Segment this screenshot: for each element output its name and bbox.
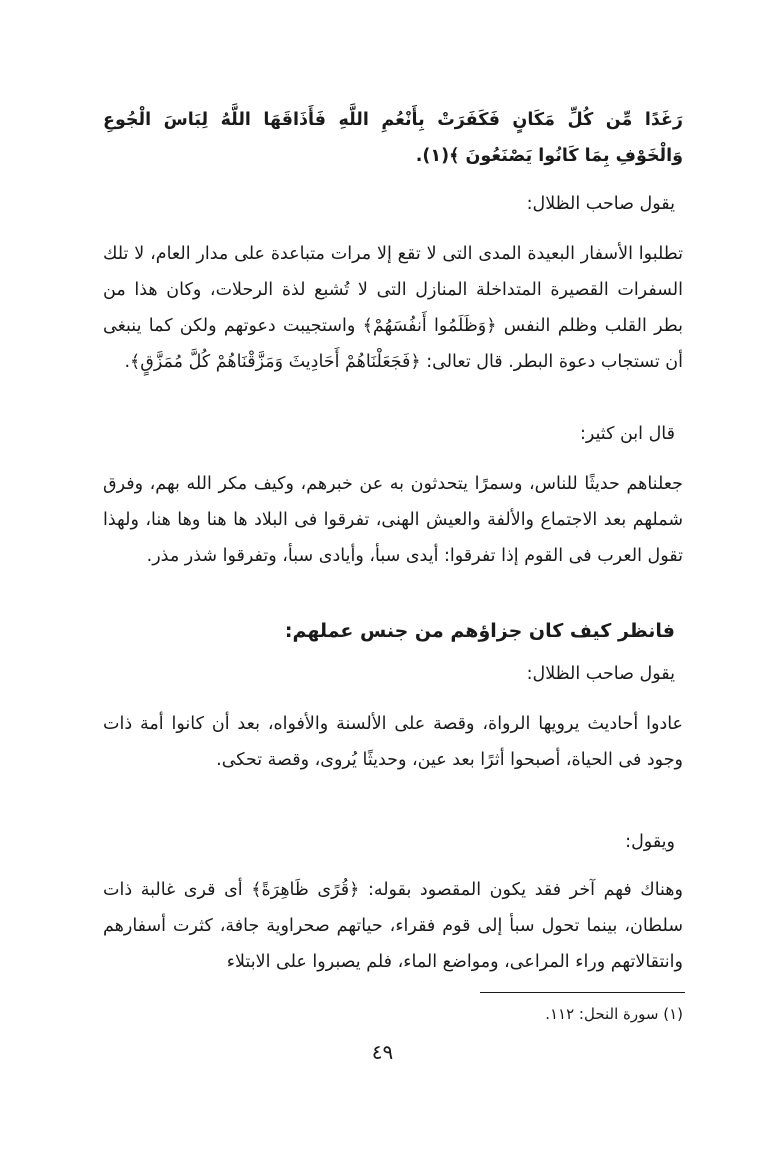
footnote-separator: [480, 992, 685, 993]
section-heading: فانظر كيف كان جزاؤهم من جنس عملهم:: [284, 620, 675, 642]
page-number: ٤٩: [371, 1040, 394, 1064]
paragraph-dhilal-2: عادوا أحاديث يرويها الرواة، وقصة على الألسنة والأفواه، بعد أن كانوا أمة ذات وجود فى الحياة، أصبحوا أثرًا بعد عين، وحديثًا يُروى، وقصة تحكى.: [103, 714, 683, 770]
paragraph-dhilal-3: وهناك فهم آخر فقد يكون المقصود بقوله: ﴿قُرًى ظَاهِرَةً﴾ أى قرى غالبة ذات سلطان، بينما تحول سبأ إلى قوم فقراء، حياتهم صحراوية جافة، كثرت أسفارهم وانتقالاتهم وراء المراعى، ومواضع الماء، فلم يصبروا على الابتلاء: [103, 880, 683, 972]
quran-verse-continuation: رَغَدًا مِّن كُلِّ مَكَانٍ فَكَفَرَتْ بِأَنْعُمِ اللَّهِ فَأَذَاقَهَا اللَّهُ لِبَاسَ الْجُوعِ وَالْخَوْفِ بِمَا كَانُوا يَصْنَعُونَ ﴾(١).: [103, 110, 683, 166]
paragraph-ibn-kathir: جعلناهم حديثًا للناس، وسمرًا يتحدثون به عن خبرهم، وكيف مكر الله بهم، وفرق شملهم بعد الاجتماع والألفة والعيش الهنى، تفرقوا فى البلاد ها هنا وها هنا، ولهذا تقول العرب فى القوم إذا تفرقوا: أيدى سبأ، وأيادى سبأ، وتفرقوا شذر مذر.: [103, 474, 683, 566]
paragraph-dhilal-1: تطلبوا الأسفار البعيدة المدى التى لا تقع إلا مرات متباعدة على مدار العام، لا تلك السفرات القصيرة المتداخلة المنازل التى لا تُشبع لذة الرحلات، وكان هذا من بطر القلب وظلم النفس ﴿وَظَلَمُوا أَنفُسَهُمْ﴾ واستجيبت دعوتهم ولكن كما ينبغى أن تستجاب دعوة البطر. قال تعالى: ﴿فَجَعَلْنَاهُمْ أَحَادِيثَ وَمَزَّقْنَاهُمْ كُلَّ مُمَزَّقٍ﴾.: [103, 244, 683, 372]
section-label-and-says: ويقول:: [625, 832, 675, 852]
section-label-dhilal-2: يقول صاحب الظلال:: [526, 664, 675, 684]
section-label-ibn-kathir: قال ابن كثير:: [579, 424, 675, 444]
footnote: (١) سورة النحل: ١١٢.: [545, 1005, 683, 1023]
section-label-dhilal-1: يقول صاحب الظلال:: [526, 194, 675, 214]
